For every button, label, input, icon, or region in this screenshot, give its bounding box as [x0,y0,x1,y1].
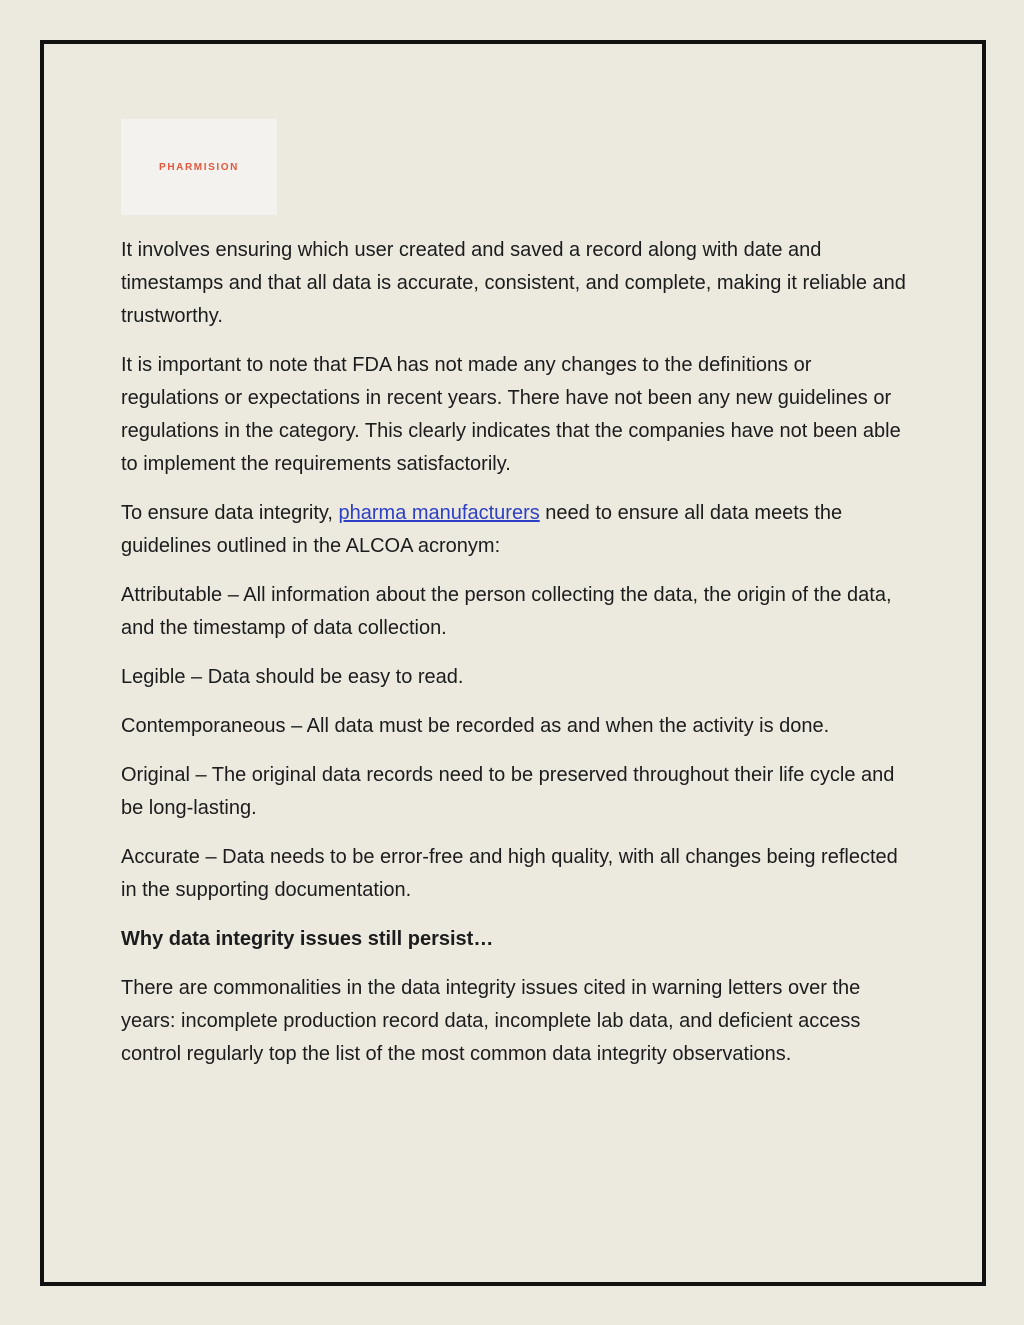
logo [121,119,277,215]
paragraph-accurate: Accurate – Data needs to be error-free and high quality, with all changes being reflected in the supporting documentation. [121,846,898,901]
paragraph-original: Original – The original data records need to be preserved throughout their life cycle and be long-lasting. [121,764,895,819]
paragraph-commonalities: There are commonalities in the data integrity issues cited in warning letters over the years: incomplete production record data, incomplete lab data, and deficient access control regularly top the list of the most common data integrity observations. [121,977,861,1065]
paragraph-attributable: Attributable – All information about the person collecting the data, the origin of the data, and the timestamp of data collection. [121,584,892,639]
pharma-manufacturers-link[interactable]: pharma manufacturers [338,502,540,524]
paragraph-intro: It involves ensuring which user created and saved a record along with date and timestamps and that all data is accurate, consistent, and complete, making it reliable and trustworthy. [121,239,906,327]
paragraph-alcoa-intro [121,497,911,563]
paragraph-legible: Legible – Data should be easy to read. [121,666,464,688]
document-body [121,234,911,1087]
paragraph-alcoa-text-before: To ensure data integrity, [121,502,339,524]
paragraph-contemporaneous: Contemporaneous – All data must be recorded as and when the activity is done. [121,715,830,737]
paragraph-fda: It is important to note that FDA has not made any changes to the definitions or regulations or expectations in recent years. There have not been any new guidelines or regulations in the category. This clearly indicates that the companies have not been able to implement the requirements satisfactorily. [121,354,901,475]
section-heading: Why data integrity issues still persist… [121,928,494,950]
logo-text: PHARMISION [159,161,239,173]
paragraph-alcoa-text-after: need to ensure all data meets the guidelines outlined in the ALCOA acronym: [121,502,843,557]
